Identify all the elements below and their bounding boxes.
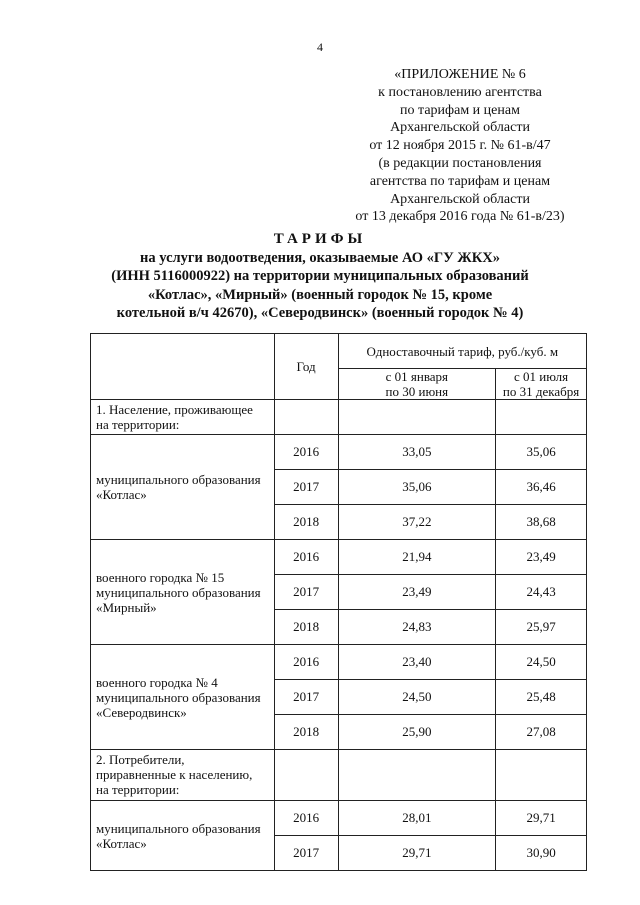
territory-name: военного городка № 15 муниципального образования «Мирный»: [91, 540, 275, 645]
year-cell: 2017: [274, 836, 338, 871]
tariff-period-1-cell: 23,40: [338, 645, 496, 680]
empty-cell: [496, 400, 587, 435]
table-row: [91, 540, 587, 575]
year-cell: 2016: [274, 801, 338, 836]
empty-cell: [496, 750, 587, 801]
appendix-line: по тарифам и ценам: [400, 102, 520, 118]
appendix-line: (в редакции постановления: [378, 155, 542, 171]
title-line: (ИНН 5116000922) на территории муниципальных образований: [111, 268, 529, 284]
empty-cell: [274, 750, 338, 801]
empty-cell: [274, 400, 338, 435]
category-label: 1. Население, проживающее на территории:: [91, 400, 275, 435]
tariff-period-1-cell: 35,06: [338, 470, 496, 505]
tariff-table: [90, 333, 587, 871]
header-year: Год: [274, 334, 338, 400]
title-main: ТАРИФЫ: [273, 231, 367, 247]
tariff-period-1-cell: 37,22: [338, 505, 496, 540]
tariff-period-1-cell: 29,71: [338, 836, 496, 871]
title-line: на услуги водоотведения, оказываемые АО «ГУ ЖКХ»: [140, 249, 500, 266]
tariff-period-1-cell: 21,94: [338, 540, 496, 575]
table-header-row: [91, 334, 587, 369]
tariff-period-2-cell: 25,48: [496, 680, 587, 715]
tariff-period-2-cell: 35,06: [496, 435, 587, 470]
year-cell: 2018: [274, 715, 338, 750]
tariff-period-1-cell: 25,90: [338, 715, 496, 750]
tariff-period-1-cell: 23,49: [338, 575, 496, 610]
category-label: 2. Потребители, приравненные к населению, на территории:: [91, 750, 275, 801]
tariff-period-1-cell: 33,05: [338, 435, 496, 470]
year-cell: 2017: [274, 575, 338, 610]
year-cell: 2017: [274, 470, 338, 505]
title-line: котельной в/ч 42670), «Северодвинск» (военный городок № 4): [116, 305, 524, 321]
tariff-period-2-cell: 30,90: [496, 836, 587, 871]
tariff-period-1-cell: 28,01: [338, 801, 496, 836]
year-cell: 2016: [274, 435, 338, 470]
table-row: [91, 435, 587, 470]
year-cell: 2016: [274, 645, 338, 680]
territory-name: муниципального образования «Котлас»: [91, 801, 275, 871]
territory-name: военного городка № 4 муниципального образования «Северодвинск»: [91, 645, 275, 750]
page-number: 4: [317, 40, 323, 54]
tariff-period-2-cell: 24,43: [496, 575, 587, 610]
appendix-block: [345, 66, 575, 226]
tariff-period-2-cell: 27,08: [496, 715, 587, 750]
appendix-line: от 13 декабря 2016 года № 61-в/23): [355, 209, 565, 225]
appendix-line: «ПРИЛОЖЕНИЕ № 6: [394, 67, 526, 82]
document-title: [0, 230, 640, 323]
year-cell: 2017: [274, 680, 338, 715]
tariff-period-2-cell: 38,68: [496, 505, 587, 540]
header-tariff: Одноставочный тариф, руб./куб. м: [338, 334, 586, 369]
appendix-line: Архангельской области: [390, 120, 530, 136]
appendix-line: к постановлению агентства: [378, 84, 542, 100]
header-period-1: с 01 января по 30 июня: [338, 369, 496, 400]
tariff-period-1-cell: 24,50: [338, 680, 496, 715]
empty-cell: [338, 400, 496, 435]
empty-cell: [338, 750, 496, 801]
tariff-period-2-cell: 23,49: [496, 540, 587, 575]
tariff-period-2-cell: 29,71: [496, 801, 587, 836]
tariff-period-2-cell: 24,50: [496, 645, 587, 680]
tariff-period-2-cell: 25,97: [496, 610, 587, 645]
year-cell: 2016: [274, 540, 338, 575]
header-period-2: с 01 июля по 31 декабря: [496, 369, 587, 400]
category-row: [91, 400, 587, 435]
header-empty-cell: [91, 334, 275, 400]
category-row: [91, 750, 587, 801]
title-line: «Котлас», «Мирный» (военный городок № 15, кроме: [147, 286, 493, 303]
table-row: [91, 645, 587, 680]
tariff-period-1-cell: 24,83: [338, 610, 496, 645]
appendix-line: Архангельской области: [390, 191, 530, 207]
table-row: [91, 801, 587, 836]
appendix-line: от 12 ноября 2015 г. № 61-в/47: [369, 138, 551, 154]
appendix-line: агентства по тарифам и ценам: [369, 173, 551, 189]
territory-name: муниципального образования «Котлас»: [91, 435, 275, 540]
year-cell: 2018: [274, 610, 338, 645]
tariff-period-2-cell: 36,46: [496, 470, 587, 505]
year-cell: 2018: [274, 505, 338, 540]
